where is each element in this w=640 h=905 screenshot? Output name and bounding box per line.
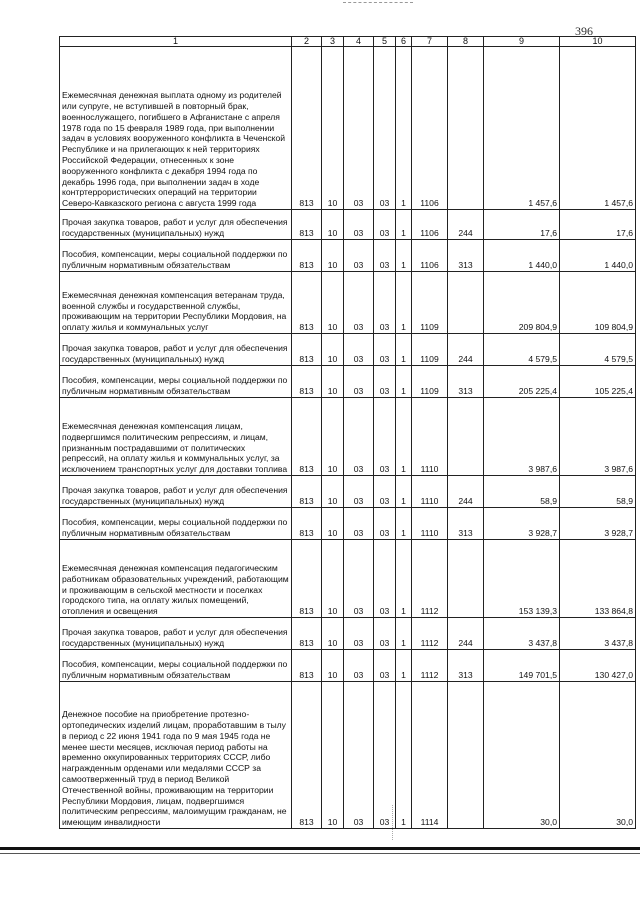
cell-c8: 244 bbox=[448, 618, 484, 650]
cell-c7: 1112 bbox=[412, 540, 448, 618]
scan-artifact-dots bbox=[392, 805, 395, 840]
cell-c10: 17,6 bbox=[560, 210, 636, 240]
cell-c5: 03 bbox=[374, 650, 396, 682]
cell-c2: 813 bbox=[292, 210, 322, 240]
cell-c9: 30,0 bbox=[484, 682, 560, 829]
cell-c3: 10 bbox=[322, 508, 344, 540]
cell-c3: 10 bbox=[322, 272, 344, 334]
cell-c3: 10 bbox=[322, 240, 344, 272]
table-row bbox=[60, 476, 636, 508]
cell-c9: 149 701,5 bbox=[484, 650, 560, 682]
table-row bbox=[60, 650, 636, 682]
cell-c6: 1 bbox=[396, 508, 412, 540]
cell-c5: 03 bbox=[374, 618, 396, 650]
cell-c9: 17,6 bbox=[484, 210, 560, 240]
cell-c7: 1109 bbox=[412, 366, 448, 398]
table-row bbox=[60, 210, 636, 240]
cell-c4: 03 bbox=[344, 618, 374, 650]
cell-c3: 10 bbox=[322, 334, 344, 366]
scan-artifact-top bbox=[343, 2, 413, 7]
cell-c2: 813 bbox=[292, 334, 322, 366]
cell-c5: 03 bbox=[374, 366, 396, 398]
cell-c4: 03 bbox=[344, 210, 374, 240]
cell-c7: 1109 bbox=[412, 334, 448, 366]
cell-c9: 205 225,4 bbox=[484, 366, 560, 398]
cell-c6: 1 bbox=[396, 366, 412, 398]
col-header-4: 4 bbox=[344, 37, 374, 47]
cell-c10: 3 928,7 bbox=[560, 508, 636, 540]
table-row bbox=[60, 398, 636, 476]
col-header-9: 9 bbox=[484, 37, 560, 47]
bottom-rule bbox=[0, 847, 640, 850]
cell-c3: 10 bbox=[322, 618, 344, 650]
cell-c10: 30,0 bbox=[560, 682, 636, 829]
col-header-8: 8 bbox=[448, 37, 484, 47]
cell-c4: 03 bbox=[344, 508, 374, 540]
cell-c7: 1110 bbox=[412, 508, 448, 540]
cell-c9: 3 928,7 bbox=[484, 508, 560, 540]
cell-c7: 1110 bbox=[412, 476, 448, 508]
table-row bbox=[60, 272, 636, 334]
row-description: Ежемесячная денежная компенсация лицам, подвергшимся политическим репрессиям, и лицам, признанным пострадавшими от политических репрессий, на оплату жилья и коммунальных услуг, за исключением транспортных услуг для доставки топлива bbox=[60, 398, 292, 476]
cell-c7: 1106 bbox=[412, 210, 448, 240]
cell-c4: 03 bbox=[344, 366, 374, 398]
cell-c8: 244 bbox=[448, 210, 484, 240]
cell-c8 bbox=[448, 398, 484, 476]
cell-c6: 1 bbox=[396, 334, 412, 366]
row-description: Ежемесячная денежная выплата одному из родителей или супруге, не вступившей в повторный брак, военнослужащего, погибшего в Афганистане с апреля 1978 года по 15 февраля 1989 года, при выполнении задач в условиях вооруженного конфликта в Чеченской Республике и на прилегающих к ней территориях Российской Федерации, отнесенных к зоне вооруженного конфликта с декабря 1994 года по декабрь 1996 года, при выполнении задач в ходе контртеррористических операций на территории Северо-Кавказского региона с августа 1999 года bbox=[60, 47, 292, 210]
cell-c7: 1109 bbox=[412, 272, 448, 334]
cell-c6: 1 bbox=[396, 210, 412, 240]
cell-c6: 1 bbox=[396, 540, 412, 618]
row-description: Прочая закупка товаров, работ и услуг для обеспечения государственных (муниципальных) нужд bbox=[60, 618, 292, 650]
page-number: 396 bbox=[575, 24, 593, 38]
cell-c6: 1 bbox=[396, 682, 412, 829]
cell-c2: 813 bbox=[292, 272, 322, 334]
cell-c6: 1 bbox=[396, 650, 412, 682]
cell-c2: 813 bbox=[292, 682, 322, 829]
cell-c7: 1114 bbox=[412, 682, 448, 829]
cell-c4: 03 bbox=[344, 476, 374, 508]
col-header-10: 10 bbox=[560, 37, 636, 47]
cell-c10: 4 579,5 bbox=[560, 334, 636, 366]
cell-c2: 813 bbox=[292, 476, 322, 508]
cell-c2: 813 bbox=[292, 540, 322, 618]
table-row bbox=[60, 508, 636, 540]
cell-c2: 813 bbox=[292, 47, 322, 210]
cell-c2: 813 bbox=[292, 650, 322, 682]
cell-c10: 1 457,6 bbox=[560, 47, 636, 210]
cell-c7: 1110 bbox=[412, 398, 448, 476]
row-description: Прочая закупка товаров, работ и услуг для обеспечения государственных (муниципальных) нужд bbox=[60, 210, 292, 240]
cell-c3: 10 bbox=[322, 476, 344, 508]
cell-c6: 1 bbox=[396, 47, 412, 210]
cell-c4: 03 bbox=[344, 650, 374, 682]
cell-c5: 03 bbox=[374, 210, 396, 240]
table-row bbox=[60, 618, 636, 650]
cell-c4: 03 bbox=[344, 240, 374, 272]
cell-c5: 03 bbox=[374, 398, 396, 476]
cell-c10: 130 427,0 bbox=[560, 650, 636, 682]
row-description: Прочая закупка товаров, работ и услуг для обеспечения государственных (муниципальных) нужд bbox=[60, 476, 292, 508]
cell-c9: 3 437,8 bbox=[484, 618, 560, 650]
row-description: Денежное пособие на приобретение протезно-ортопедических изделий лицам, проработавшим в тылу в период с 22 июня 1941 года по 9 мая 1945 года не менее шести месяцев, исключая период работы на временно оккупированных территориях СССР, либо награжденным орденами или медалями СССР за самоотверженный труд в период Великой Отечественной войны, проживающим на территории Республики Мордовия, лицам, подвергшимся политическим репрессиям, малоимущим гражданам, не имеющим инвалидности bbox=[60, 682, 292, 829]
cell-c9: 3 987,6 bbox=[484, 398, 560, 476]
cell-c3: 10 bbox=[322, 540, 344, 618]
cell-c5: 03 bbox=[374, 476, 396, 508]
cell-c2: 813 bbox=[292, 240, 322, 272]
table-row bbox=[60, 682, 636, 829]
col-header-7: 7 bbox=[412, 37, 448, 47]
cell-c8: 244 bbox=[448, 476, 484, 508]
row-description: Пособия, компенсации, меры социальной поддержки по публичным нормативным обязательствам bbox=[60, 650, 292, 682]
cell-c5: 03 bbox=[374, 334, 396, 366]
cell-c4: 03 bbox=[344, 272, 374, 334]
cell-c9: 1 440,0 bbox=[484, 240, 560, 272]
cell-c9: 209 804,9 bbox=[484, 272, 560, 334]
cell-c9: 1 457,6 bbox=[484, 47, 560, 210]
col-header-1: 1 bbox=[60, 37, 292, 47]
table-row bbox=[60, 334, 636, 366]
cell-c3: 10 bbox=[322, 398, 344, 476]
cell-c4: 03 bbox=[344, 398, 374, 476]
cell-c3: 10 bbox=[322, 47, 344, 210]
cell-c10: 3 437,8 bbox=[560, 618, 636, 650]
col-header-3: 3 bbox=[322, 37, 344, 47]
cell-c5: 03 bbox=[374, 240, 396, 272]
cell-c4: 03 bbox=[344, 47, 374, 210]
cell-c2: 813 bbox=[292, 398, 322, 476]
cell-c6: 1 bbox=[396, 240, 412, 272]
row-description: Пособия, компенсации, меры социальной поддержки по публичным нормативным обязательствам bbox=[60, 366, 292, 398]
header-row bbox=[60, 37, 636, 47]
cell-c8 bbox=[448, 272, 484, 334]
row-description: Пособия, компенсации, меры социальной поддержки по публичным нормативным обязательствам bbox=[60, 508, 292, 540]
cell-c9: 58,9 bbox=[484, 476, 560, 508]
cell-c10: 3 987,6 bbox=[560, 398, 636, 476]
cell-c5: 03 bbox=[374, 272, 396, 334]
cell-c3: 10 bbox=[322, 366, 344, 398]
cell-c4: 03 bbox=[344, 682, 374, 829]
cell-c4: 03 bbox=[344, 334, 374, 366]
cell-c10: 105 225,4 bbox=[560, 366, 636, 398]
bottom-rule-thin bbox=[0, 853, 640, 854]
cell-c5: 03 bbox=[374, 508, 396, 540]
cell-c4: 03 bbox=[344, 540, 374, 618]
col-header-2: 2 bbox=[292, 37, 322, 47]
col-header-5: 5 bbox=[374, 37, 396, 47]
cell-c8: 313 bbox=[448, 240, 484, 272]
table-row bbox=[60, 47, 636, 210]
cell-c8 bbox=[448, 682, 484, 829]
cell-c8: 313 bbox=[448, 366, 484, 398]
cell-c10: 109 804,9 bbox=[560, 272, 636, 334]
cell-c6: 1 bbox=[396, 618, 412, 650]
cell-c3: 10 bbox=[322, 650, 344, 682]
cell-c6: 1 bbox=[396, 272, 412, 334]
cell-c7: 1112 bbox=[412, 650, 448, 682]
cell-c8: 244 bbox=[448, 334, 484, 366]
cell-c7: 1106 bbox=[412, 47, 448, 210]
cell-c5: 03 bbox=[374, 47, 396, 210]
table-row bbox=[60, 240, 636, 272]
table-row bbox=[60, 540, 636, 618]
cell-c2: 813 bbox=[292, 366, 322, 398]
row-description: Ежемесячная денежная компенсация педагогическим работникам образовательных учреждений, работающим и проживающим в сельской местности и поселках городского типа, на оплату жилых помещений, отопления и освещения bbox=[60, 540, 292, 618]
cell-c8 bbox=[448, 47, 484, 210]
col-header-6: 6 bbox=[396, 37, 412, 47]
cell-c9: 4 579,5 bbox=[484, 334, 560, 366]
cell-c9: 153 139,3 bbox=[484, 540, 560, 618]
cell-c7: 1112 bbox=[412, 618, 448, 650]
cell-c3: 10 bbox=[322, 682, 344, 829]
row-description: Ежемесячная денежная компенсация ветеранам труда, военной службы и государственной службы, проживающим на территории Республики Мордовия, на оплату жилья и коммунальных услуг bbox=[60, 272, 292, 334]
cell-c3: 10 bbox=[322, 210, 344, 240]
cell-c8: 313 bbox=[448, 650, 484, 682]
cell-c10: 133 864,8 bbox=[560, 540, 636, 618]
cell-c10: 1 440,0 bbox=[560, 240, 636, 272]
cell-c10: 58,9 bbox=[560, 476, 636, 508]
cell-c5: 03 bbox=[374, 682, 396, 829]
cell-c2: 813 bbox=[292, 508, 322, 540]
row-description: Прочая закупка товаров, работ и услуг для обеспечения государственных (муниципальных) нужд bbox=[60, 334, 292, 366]
cell-c2: 813 bbox=[292, 618, 322, 650]
budget-table bbox=[59, 36, 636, 829]
cell-c6: 1 bbox=[396, 398, 412, 476]
cell-c8: 313 bbox=[448, 508, 484, 540]
cell-c8 bbox=[448, 540, 484, 618]
table-row bbox=[60, 366, 636, 398]
cell-c5: 03 bbox=[374, 540, 396, 618]
row-description: Пособия, компенсации, меры социальной поддержки по публичным нормативным обязательствам bbox=[60, 240, 292, 272]
cell-c7: 1106 bbox=[412, 240, 448, 272]
cell-c6: 1 bbox=[396, 476, 412, 508]
